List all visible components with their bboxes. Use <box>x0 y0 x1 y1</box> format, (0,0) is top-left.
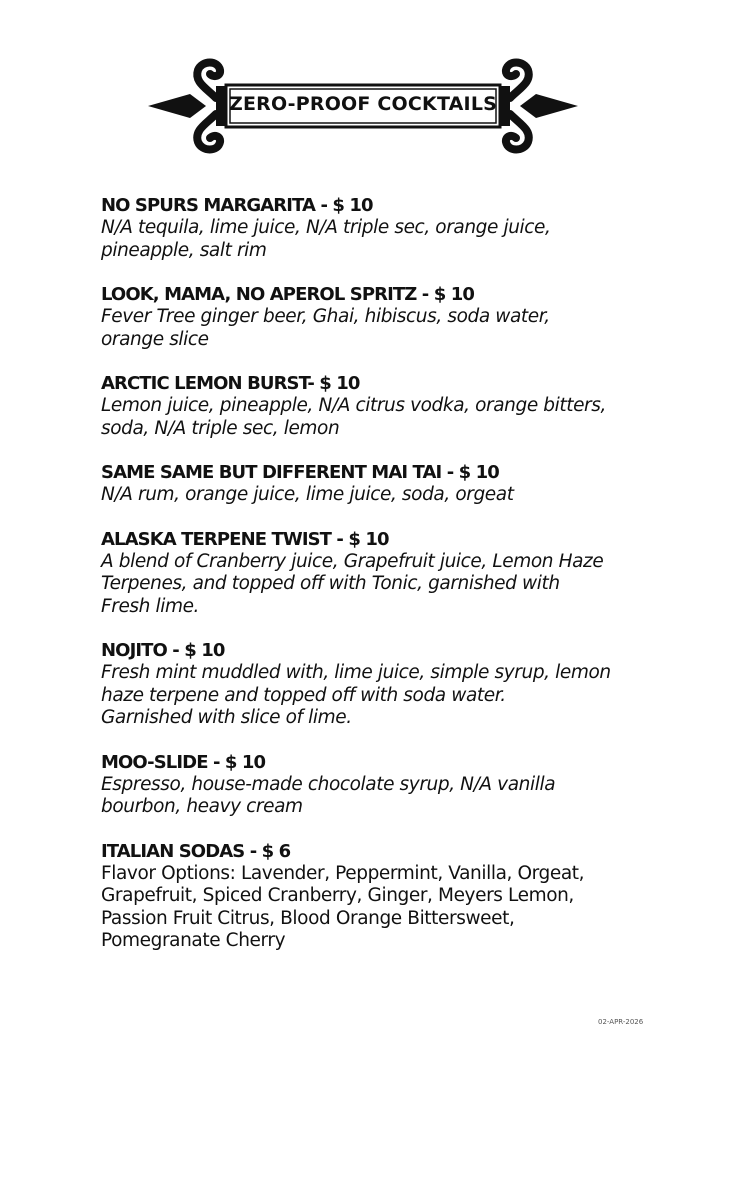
description-line: Espresso, house-made chocolate syrup, N/A vanilla <box>101 773 556 795</box>
item-name: LOOK, MAMA, NO APEROL SPRITZ - $ 10 <box>101 284 474 305</box>
item-name: SAME SAME BUT DIFFERENT MAI TAI - $ 10 <box>101 462 499 483</box>
description-line: haze terpene and topped off with soda water. <box>101 684 506 706</box>
menu-item <box>101 461 661 507</box>
item-description <box>101 395 661 440</box>
menu-item <box>101 372 661 440</box>
description-line: Fresh lime. <box>101 595 200 617</box>
description-line: N/A tequila, lime juice, N/A triple sec, orange juice, <box>101 217 551 238</box>
item-description <box>101 484 661 507</box>
menu-title: ZERO-PROOF COCKTAILS <box>228 93 498 115</box>
description-line: pineapple, salt rim <box>101 239 267 261</box>
description-line: Fresh mint muddled with, lime juice, simple syrup, lemon <box>101 662 611 683</box>
description-line: orange slice <box>101 328 209 350</box>
cocktail-menu <box>101 194 661 974</box>
description-line: Fever Tree ginger beer, Ghai, hibiscus, soda water, <box>101 306 550 327</box>
description-line: soda, N/A triple sec, lemon <box>101 417 340 439</box>
menu-item <box>101 283 661 351</box>
item-description <box>101 774 661 819</box>
menu-item <box>101 840 661 953</box>
item-name: ALASKA TERPENE TWIST - $ 10 <box>101 528 389 550</box>
description-line: A blend of Cranberry juice, Grapefruit juice, Lemon Haze <box>101 550 604 572</box>
description-line: Passion Fruit Citrus, Blood Orange Bittersweet, <box>101 907 515 929</box>
description-line: Garnished with slice of lime. <box>101 707 352 728</box>
item-name: ARCTIC LEMON BURST- $ 10 <box>101 373 360 394</box>
description-line: bourbon, heavy cream <box>101 796 303 817</box>
description-line: Pomegranate Cherry <box>101 930 286 951</box>
item-description <box>101 217 661 262</box>
date-stamp: 02-APR-2026 <box>598 1018 644 1026</box>
item-name: NOJITO - $ 10 <box>101 640 225 661</box>
description-line: Grapefruit, Spiced Cranberry, Ginger, Meyers Lemon, <box>101 885 574 906</box>
menu-item <box>101 194 661 262</box>
item-description <box>101 306 661 351</box>
header-banner <box>146 58 580 156</box>
item-name: NO SPURS MARGARITA - $ 10 <box>101 195 373 216</box>
description-line: N/A rum, orange juice, lime juice, soda, orgeat <box>101 484 514 505</box>
description-line: Lemon juice, pineapple, N/A citrus vodka, orange bitters, <box>101 395 606 416</box>
item-name: MOO-SLIDE - $ 10 <box>101 751 266 773</box>
description-line: Flavor Options: Lavender, Peppermint, Vanilla, Orgeat, <box>101 862 585 884</box>
item-name: ITALIAN SODAS - $ 6 <box>101 840 291 862</box>
menu-item <box>101 528 661 619</box>
menu-item <box>101 751 661 819</box>
item-description <box>101 662 661 730</box>
menu-item <box>101 639 661 730</box>
description-line: Terpenes, and topped off with Tonic, garnished with <box>101 573 560 594</box>
item-description <box>101 551 661 619</box>
item-description <box>101 863 661 953</box>
